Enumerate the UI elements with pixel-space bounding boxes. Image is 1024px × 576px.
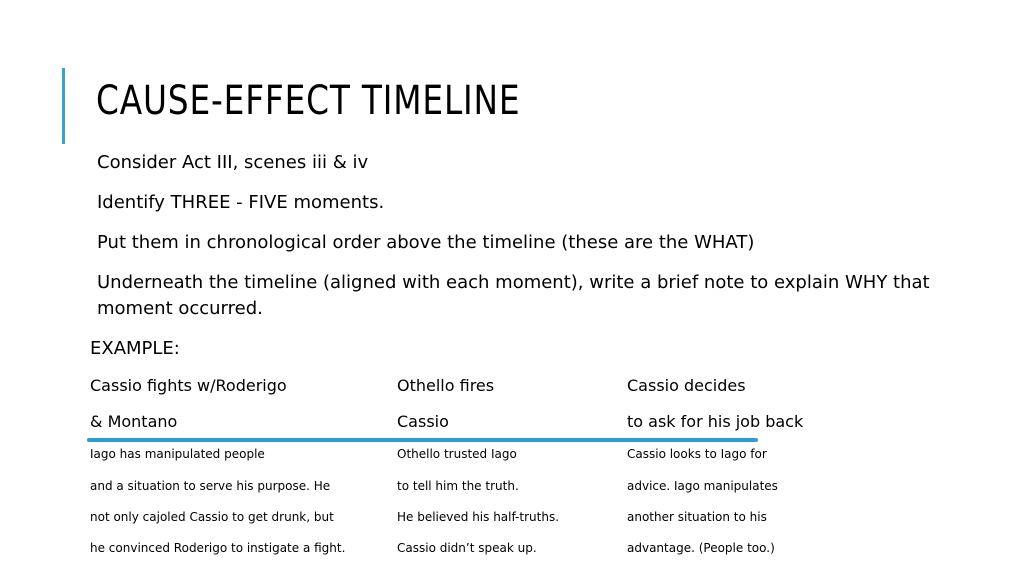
note-2-line-2: to tell him the truth. — [397, 479, 519, 493]
note-3-line-3: another situation to his — [627, 510, 767, 524]
note-1-line-4: he convinced Roderigo to instigate a fight. — [90, 541, 346, 555]
slide-title: CAUSE-EFFECT TIMELINE — [96, 78, 521, 124]
note-1-line-2: and a situation to serve his purpose. He — [90, 479, 331, 493]
note-1-line-3: not only cajoled Cassio to get drunk, but — [90, 510, 334, 524]
instruction-item: Consider Act III, scenes iii & iv — [97, 152, 369, 173]
moment-2-line-2: Cassio — [397, 412, 449, 431]
example-label: EXAMPLE: — [90, 338, 180, 359]
moment-3-line-1: Cassio decides — [627, 376, 746, 395]
instruction-item: Put them in chronological order above the timeline (these are the WHAT) — [97, 232, 755, 253]
moment-1-line-1: Cassio fights w/Roderigo — [90, 376, 287, 395]
note-1-line-1: Iago has manipulated people — [90, 447, 265, 461]
note-3-line-2: advice. Iago manipulates — [627, 479, 778, 493]
moment-1-line-2: & Montano — [90, 412, 178, 431]
instruction-item: Underneath the timeline (aligned with each moment), write a brief note to explain WHY that moment occurred. — [97, 272, 930, 319]
timeline-line — [87, 438, 758, 442]
note-3-line-1: Cassio looks to Iago for — [627, 447, 767, 461]
note-3-line-4: advantage. (People too.) — [627, 541, 775, 555]
note-2-line-4: Cassio didn’t speak up. — [397, 541, 537, 555]
note-2-line-3: He believed his half-truths. — [397, 510, 560, 524]
instruction-list — [97, 150, 977, 336]
title-accent-bar — [62, 68, 65, 144]
note-2-line-1: Othello trusted Iago — [397, 447, 517, 461]
instruction-item: Identify THREE - FIVE moments. — [97, 192, 385, 213]
moment-2-line-1: Othello fires — [397, 376, 495, 395]
moment-3-line-2: to ask for his job back — [627, 412, 804, 431]
